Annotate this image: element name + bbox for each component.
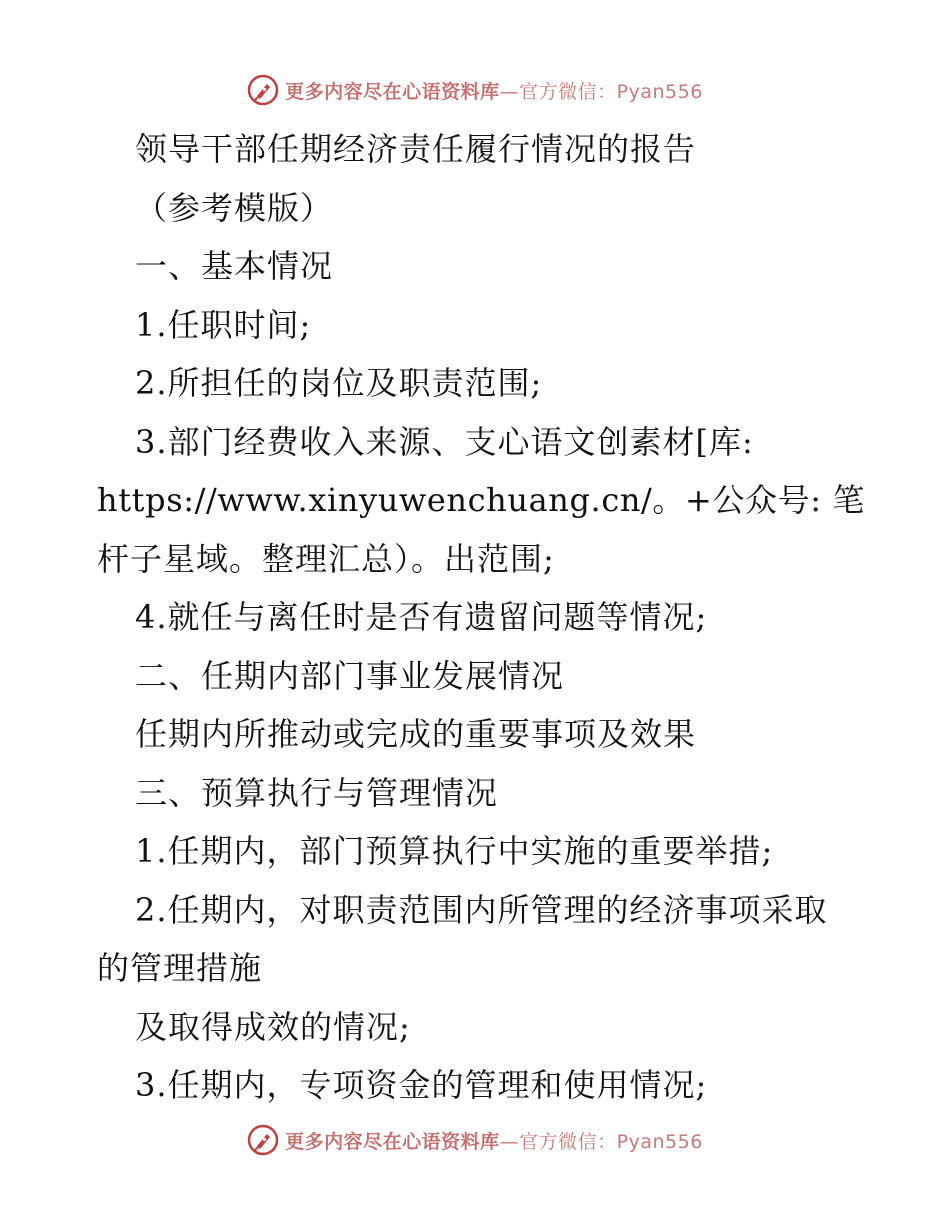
list-item: 3.任期内，专项资金的管理和使用情况; [135,1066,708,1104]
list-item: 2.所担任的岗位及职责范围; [135,364,543,402]
watermark-brand: 更多内容尽在心语资料库 [285,80,500,103]
list-item-continuation: 及取得成效的情况; [135,1007,411,1046]
list-item: 1.任职时间; [135,305,312,344]
section-heading-1: 一、基本情况 [135,247,334,285]
watermark-contact: 官方微信：Pyan556 [519,1130,703,1153]
list-item-continuation: 杆子星域。整理汇总）。出范围; [97,539,555,578]
watermark-separator: — [499,1130,520,1153]
section-heading-3: 三、预算执行与管理情况 [135,773,499,812]
footer-watermark [0,1120,950,1160]
header-watermark [0,70,950,110]
pen-nib-seal-icon [247,1124,279,1156]
list-item-continuation: https://www.xinyuwenchuang.cn/。+公众号: 笔 [97,481,866,519]
list-item: 1.任期内，部门预算执行中实施的重要举措; [135,832,774,870]
paragraph: 任期内所推动或完成的重要事项及效果 [135,715,697,753]
watermark-separator: — [499,80,520,103]
list-item: 3.部门经费收入来源、支心语文创素材[库: [135,422,754,461]
watermark-contact: 官方微信：Pyan556 [519,80,703,103]
section-heading-2: 二、任期内部门事业发展情况 [135,656,565,695]
list-item: 2.任期内，对职责范围内所管理的经济事项采取 [135,890,828,929]
watermark-text [285,77,703,104]
list-item-continuation: 的管理措施 [97,949,263,987]
pen-nib-seal-icon [247,74,279,106]
document-body [97,120,866,1115]
list-item: 4.就任与离任时是否有遗留问题等情况; [135,598,708,636]
watermark-brand: 更多内容尽在心语资料库 [285,1130,500,1153]
watermark-text [285,1127,703,1154]
document-title: 领导干部任期经济责任履行情况的报告 [135,130,697,168]
document-subtitle: （参考模版） [135,188,334,227]
